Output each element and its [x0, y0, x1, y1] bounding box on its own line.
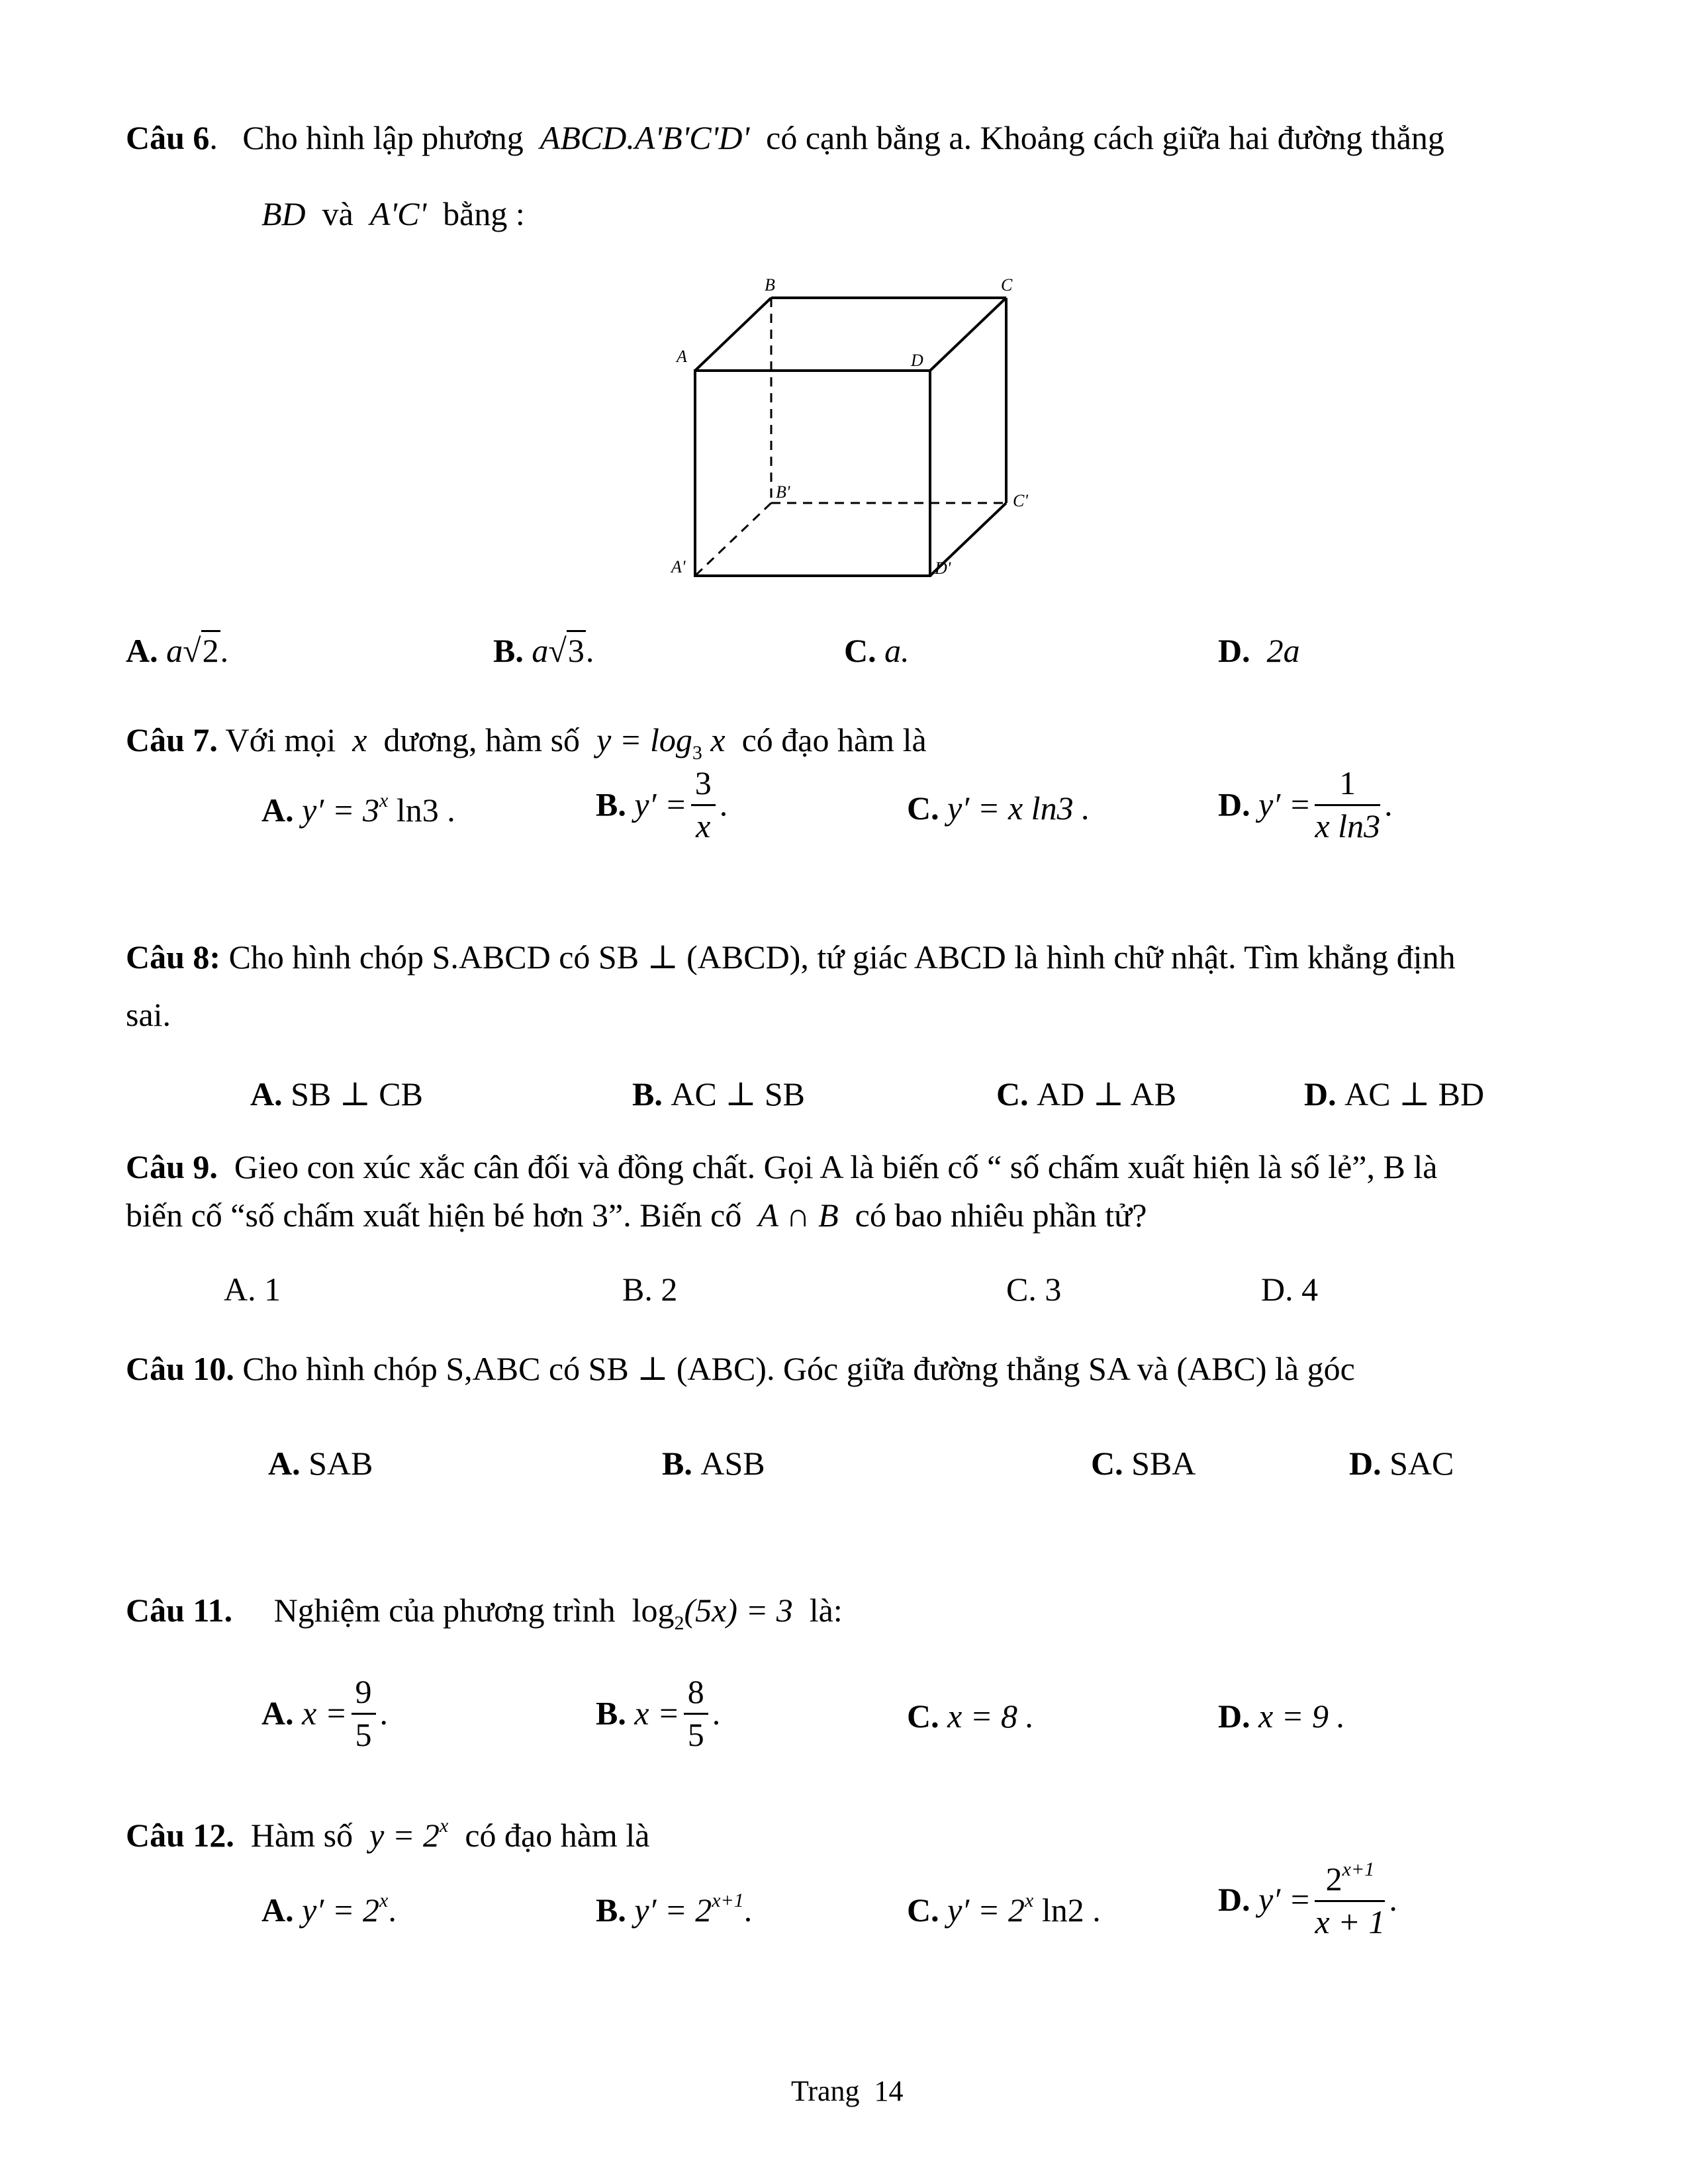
cube-svg — [662, 268, 1059, 592]
q7-option-a: A. $y' = 3^x$ ln3 . — [261, 790, 455, 829]
cube-label-c1: C' — [1013, 491, 1028, 510]
page-number: Trang 14 — [791, 2075, 904, 2107]
q6-va: và — [322, 195, 353, 232]
q11-stem: Câu 11. Nghiệm của phương trình $\log_2(5x) = 3$ là: — [126, 1592, 843, 1634]
q6-option-a: A. a√2. — [126, 632, 228, 670]
q6-bd: BD — [261, 195, 306, 232]
q12-option-a: A. $y' = 2^x$. — [261, 1889, 397, 1929]
cube-label-a: A — [677, 347, 687, 366]
q10-label: Câu 10. — [126, 1350, 234, 1387]
q11-option-c: C. x = 8 . — [907, 1698, 1035, 1735]
cube-figure — [662, 268, 1059, 592]
q12-label: Câu 12. — [126, 1817, 234, 1854]
q6-label: Câu 6 — [126, 119, 210, 156]
q7-option-b: B. y′ = $\frac{3}{x}$ . — [596, 764, 728, 844]
cube-label-c: C — [1001, 275, 1013, 295]
q6-text-b: có cạnh bằng a. Khoảng cách giữa hai đường thẳng — [766, 119, 1444, 156]
q11-option-b: B. x = $\frac{8}{5}$ . — [596, 1673, 721, 1753]
q6-option-c: C. a. — [844, 632, 910, 669]
q6-option-d: D. 2a — [1218, 632, 1300, 669]
q7-option-c: C. y′ = x ln3 . — [907, 790, 1090, 827]
q9-option-d: D. 4 — [1261, 1271, 1319, 1308]
q7-stem: Câu 7. Với mọi x dương, hàm số $y = \log_3 x$ có đạo hàm là — [126, 721, 927, 764]
q7-label: Câu 7. — [126, 721, 218, 758]
q10-option-d: D. SAC — [1349, 1445, 1454, 1482]
q6-line2 — [261, 195, 525, 234]
q7b-fraction: $\frac{3}{x}$ — [691, 764, 716, 845]
q11a-fraction: $\frac{9}{5}$ — [352, 1673, 376, 1754]
q6-line1: Câu 6. Cho hình lập phương ABCD.A'B'C'D' có cạnh bằng a. Khoảng cách giữa hai đường thẳng — [126, 119, 1444, 156]
cube-edge-a1b1-hidden — [695, 503, 771, 576]
q8-option-b: B. AC ⊥ SB — [632, 1075, 805, 1113]
cube-edge-cd — [930, 298, 1006, 371]
q12-option-c: C. $y' = 2^x$ ln2 . — [907, 1889, 1101, 1929]
q9-option-c: C. 3 — [1006, 1271, 1062, 1308]
q9-label: Câu 9. — [126, 1148, 218, 1185]
q6-text-a: Cho hình lập phương — [242, 119, 524, 156]
q12-option-d: D. y′ = $\frac{2^{x+1}}{x + 1}$ . — [1218, 1858, 1397, 1940]
q9-option-a: A. 1 — [224, 1271, 281, 1308]
cube-label-b1: B' — [776, 482, 790, 502]
q10-option-a: A. SAB — [268, 1445, 373, 1482]
cube-label-b: B — [765, 275, 775, 295]
cube-label-d1: D' — [935, 559, 951, 578]
q11-option-a: A. x = $\frac{9}{5}$ . — [261, 1673, 389, 1753]
q9-option-b: B. 2 — [622, 1271, 678, 1308]
q11b-fraction: $\frac{8}{5}$ — [684, 1673, 708, 1754]
cube-front-face — [695, 371, 930, 576]
q12d-fraction: $\frac{2^{x+1}}{x + 1}$ — [1315, 1858, 1385, 1940]
q10-option-b: B. ASB — [662, 1445, 765, 1482]
q6-option-b: B. a√3. — [493, 632, 594, 670]
q11-label: Câu 11. — [126, 1592, 233, 1629]
q6-cube-name: ABCD.A'B'C'D' — [539, 119, 750, 156]
q10-stem: Câu 10. Cho hình chóp S,ABC có SB ⊥ (ABC). Góc giữa đường thẳng SA và (ABC) là góc — [126, 1350, 1355, 1387]
q8-stem: Câu 8: Cho hình chóp S.ABCD có SB ⊥ (ABCD), tứ giác ABCD là hình chữ nhật. Tìm khẳng định — [126, 938, 1456, 976]
cube-label-a1: A' — [671, 557, 686, 576]
q12-stem: Câu 12. Hàm số $y = 2^x$ có đạo hàm là — [126, 1815, 650, 1854]
q12-option-b: B. $y' = 2^{x+1}$. — [596, 1889, 753, 1929]
q10-option-c: C. SBA — [1091, 1445, 1196, 1482]
q8-option-d: D. AC ⊥ BD — [1304, 1075, 1485, 1113]
cube-label-d: D — [911, 351, 923, 370]
q7-option-d: D. y′ = $\frac{1}{\text{x ln3}}$ . — [1218, 764, 1393, 844]
q7d-fraction: $\frac{1}{\text{x ln3}}$ — [1315, 764, 1381, 844]
q11-option-d: D. x = 9 . — [1218, 1698, 1346, 1735]
q8-label: Câu 8: — [126, 938, 221, 976]
q8-option-a: A. SB ⊥ CB — [250, 1075, 423, 1113]
q6-ac: A'C' — [369, 195, 427, 232]
q6-bang: bằng : — [443, 195, 525, 232]
q9-stem-2: biến cố “số chấm xuất hiện bé hơn 3”. Biến cố A ∩ B có bao nhiêu phần tử? — [126, 1197, 1147, 1234]
q9-stem: Câu 9. Gieo con xúc xắc cân đối và đồng chất. Gọi A là biến cố “ số chấm xuất hiện là số lẻ”, B là — [126, 1148, 1438, 1185]
q8-stem-2: sai. — [126, 996, 171, 1033]
cube-edge-ab — [695, 298, 771, 371]
q8-option-c: C. AD ⊥ AB — [996, 1075, 1177, 1113]
